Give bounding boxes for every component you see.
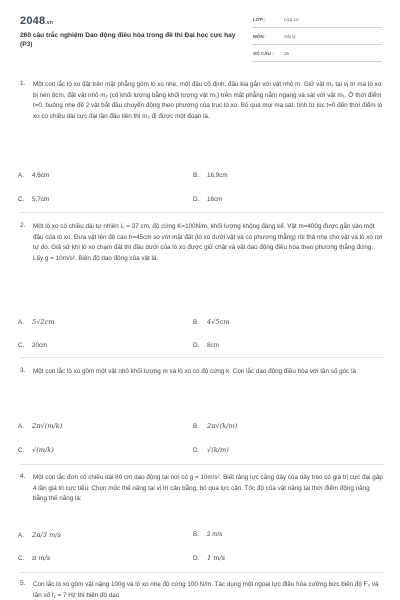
option-letter: B.: [193, 319, 199, 326]
option-b[interactable]: [193, 531, 222, 538]
option-c[interactable]: [18, 554, 50, 562]
question-number: 2.: [20, 222, 26, 229]
option-letter: C.: [18, 342, 25, 349]
option-value: 2 m/s: [207, 531, 223, 538]
logo-text: 2048: [20, 15, 46, 27]
question-2: [20, 222, 384, 306]
meta-value: Lớp 12: [284, 17, 299, 22]
question-text: Một lò xo có chiều dài tự nhiên l₀ = 37 cm, độ cứng K=100N/m, khối lượng không đáng kể. Vật m=400g được gắn vào một đầu của lò xo. Đưa vật lên độ cao h=45cm so với mặt đất (lò xo dưới vật và có phương thẳng) rồi thả nhẹ cho vật và lò xo rơi tự do. Giả sử khi lò xo chạm đất thì đầu dưới của lò xo được giữ chặt và vật dao động điều hòa theo phương thẳng đứng. Lấy g = 10m/s². Biên độ dao động của vật là:: [33, 223, 383, 262]
option-value: 1 m/s: [207, 554, 226, 562]
question-1: [20, 80, 384, 156]
question-5: [20, 580, 384, 600]
option-value: 4,6cm: [32, 172, 50, 179]
question-number: 5.: [20, 580, 26, 587]
option-value: 20cm: [32, 342, 48, 349]
option-letter: A.: [18, 423, 24, 430]
option-value: 8cm: [207, 342, 219, 349]
question-divider: [20, 212, 384, 213]
option-d[interactable]: [193, 446, 229, 454]
option-value: √(k/m): [207, 446, 229, 454]
question-text: Một con lắc lò xo đặt trên mặt phẳng gồm lò xo nhẹ, một đầu cố định, đầu kia gắn với vật nhỏ m. Giữ vật m₁ tại vị trí mà lò xo bị nén 8cm, đặt vật nhỏ m₂ (có khối lượng bằng khối lượng vật m₁) trên mặt phẳng nằm ngang và sát với vật m₁. Ở thời điểm t=0, buông nhẹ để 2 vật bắt đầu chuyển động theo phương của trục lò xo. Bỏ qua mọi ma sát, tính từ lúc t=0 đến thời điểm lò xo có chiều dài cực đại lần đầu tiên thì m₂ đi được một đoạn là.: [33, 81, 383, 120]
option-letter: A.: [18, 319, 24, 326]
option-d[interactable]: [193, 342, 219, 349]
option-c[interactable]: [18, 446, 54, 454]
option-d[interactable]: [193, 196, 222, 203]
question-divider: [20, 357, 384, 358]
option-value: 16,9cm: [207, 172, 228, 179]
document-title: 260 câu trắc nghiệm Dao động điều hòa trong đề thi Đại học cực hay (P3): [20, 32, 236, 48]
meta-panel: [252, 15, 382, 66]
meta-label: LỚP :: [253, 17, 266, 22]
question-text: Một con lắc lò xo gồm một vật nhỏ khối lượng m và lò xo có độ cứng k. Con lắc dao động điều hòa với tần số góc là: [33, 368, 356, 375]
option-letter: B.: [193, 172, 199, 179]
meta-value: Vật lý: [284, 34, 296, 39]
option-value: 2π/3 m/s: [32, 531, 61, 539]
question-divider: [20, 572, 384, 573]
question-text: Một con lắc đơn có chiều dài 80 cm dao động tại nơi có g = 10m/s². Biết răng lực căng dây của dây treo có giá trị cực đại gấp 4 lần giá trị cực tiểu. Chọn mốc thế năng tại vị trí cân bằng, bỏ qua lực cản. Tốc độ của vật nặng tại thời điểm động năng bằng thế năng là:: [33, 474, 383, 502]
option-value: 16cm: [207, 196, 223, 203]
option-letter: D.: [193, 196, 200, 203]
meta-row-count: [252, 49, 382, 62]
option-a[interactable]: [18, 318, 55, 326]
option-letter: D.: [193, 555, 200, 562]
option-a[interactable]: [18, 172, 49, 179]
option-value: 2π√(m/k): [32, 422, 63, 430]
option-c[interactable]: [18, 196, 49, 203]
option-c[interactable]: [18, 342, 47, 349]
option-letter: B.: [193, 531, 199, 538]
option-letter: D.: [193, 447, 200, 454]
question-number: 4.: [20, 473, 26, 480]
option-letter: C.: [18, 555, 25, 562]
option-a[interactable]: [18, 531, 61, 539]
meta-value: 35: [284, 51, 290, 56]
question-4: [20, 473, 384, 517]
logo-suffix: .vn: [45, 20, 54, 26]
question-text: Con lắc lò xo gồm vật nặng 100g và lò xo nhẹ độ cứng 100 N/m. Tác dụng một ngoại lực điều hòa cưỡng bức biên độ F₀ và tần số f₁ = 7 Hz thì biên độ dao: [33, 581, 379, 599]
option-value: 4√5cm: [207, 318, 230, 326]
option-b[interactable]: [193, 422, 237, 430]
option-letter: C.: [18, 196, 25, 203]
option-b[interactable]: [193, 318, 230, 326]
meta-label: MÔN :: [253, 34, 267, 39]
document-header: [0, 0, 400, 66]
meta-label: SỐ CÂU :: [253, 51, 274, 56]
question-3: [20, 367, 384, 389]
option-value: 5,7cm: [32, 196, 50, 203]
option-letter: B.: [193, 423, 199, 430]
meta-row-class: [252, 15, 382, 28]
site-logo[interactable]: [20, 15, 53, 27]
question-number: 1.: [20, 80, 26, 87]
option-value: 2π√(k/m): [207, 422, 238, 430]
option-letter: D.: [193, 342, 200, 349]
option-value: √(m/k): [32, 446, 54, 454]
meta-row-subject: [252, 32, 382, 45]
option-value: π m/s: [32, 554, 51, 562]
question-divider: [20, 464, 384, 465]
option-d[interactable]: [193, 554, 225, 562]
option-letter: A.: [18, 172, 24, 179]
option-b[interactable]: [193, 172, 228, 179]
option-letter: C.: [18, 447, 25, 454]
option-value: 5√2cm: [32, 318, 55, 326]
question-number: 3.: [20, 367, 26, 374]
option-a[interactable]: [18, 422, 62, 430]
option-letter: A.: [18, 532, 24, 539]
